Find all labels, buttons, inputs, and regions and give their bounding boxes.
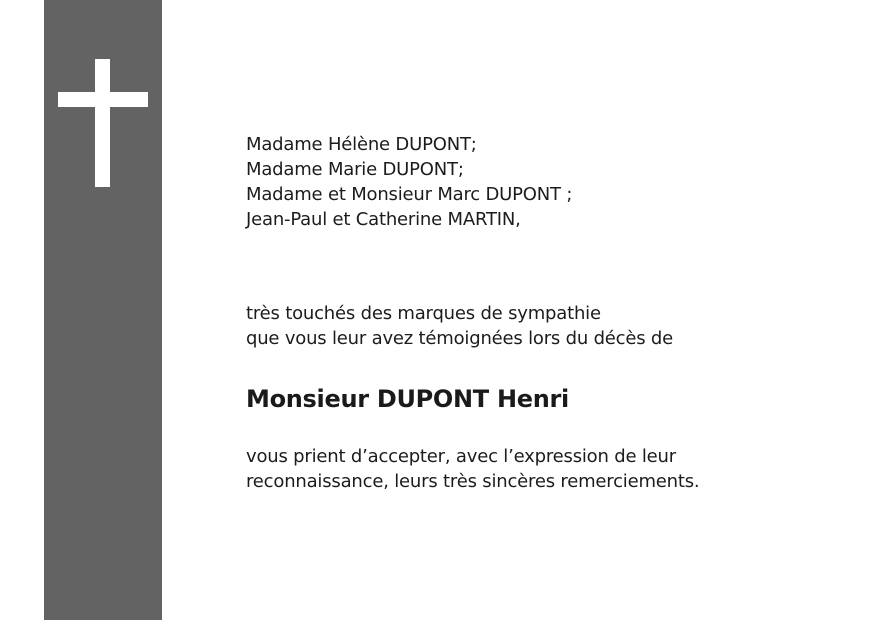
intro-text [246, 301, 673, 351]
family-name-line: Madame Marie DUPONT; [246, 159, 464, 180]
family-name-line: Madame et Monsieur Marc DUPONT ; [246, 184, 573, 205]
cross-horizontal-bar [58, 92, 148, 107]
intro-line: très touchés des marques de sympathie [246, 303, 601, 324]
family-names [246, 132, 572, 232]
cross-icon [58, 59, 148, 187]
deceased-name: Monsieur DUPONT Henri [246, 385, 569, 413]
intro-line: que vous leur avez témoignées lors du décès de [246, 328, 674, 349]
closing-line: reconnaissance, leurs très sincères remerciements. [246, 471, 700, 492]
closing-text [246, 444, 699, 494]
family-name-line: Madame Hélène DUPONT; [246, 134, 477, 155]
cross-vertical-bar [95, 59, 110, 187]
family-name-line: Jean-Paul et Catherine MARTIN, [246, 209, 521, 230]
closing-line: vous prient d’accepter, avec l’expression de leur [246, 446, 676, 467]
